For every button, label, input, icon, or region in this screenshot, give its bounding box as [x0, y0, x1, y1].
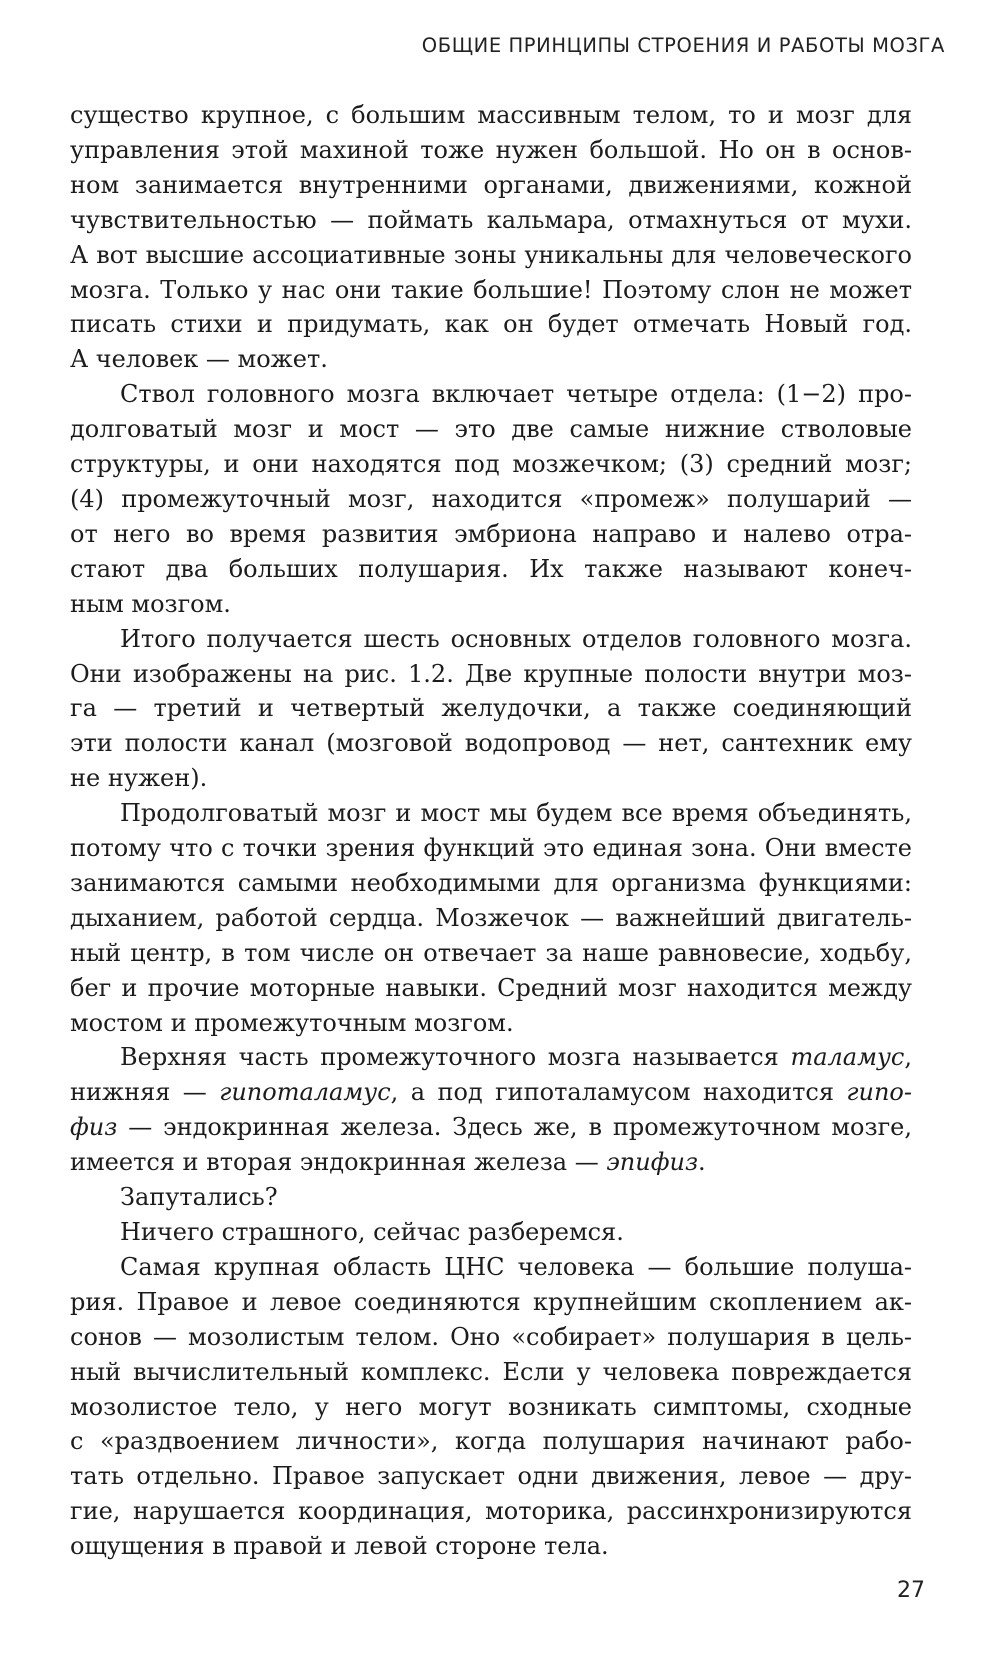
text-line: чувствительностью — поймать кальмара, отмахнуться от мухи.	[70, 205, 912, 234]
text-line: структуры, и они находятся под мозжечком; (3) средний мозг;	[70, 450, 912, 479]
text-line: эти полости канал (мозговой водопровод — нет, сантехник ему	[70, 729, 912, 758]
text-line: мостом и промежуточным мозгом.	[70, 1008, 514, 1037]
page-number: 27	[897, 1578, 925, 1603]
text-line: ном занимается внутренними органами, движениями, кожной	[70, 170, 912, 199]
text-line: не нужен).	[70, 764, 208, 793]
text-fragment: имеется и вторая эндокринная железа —	[70, 1148, 607, 1177]
text-line: потому что с точки зрения функций это единая зона. Они вместе	[70, 834, 912, 863]
text-line	[70, 1075, 912, 1110]
text-fragment: .	[698, 1148, 706, 1177]
text-line	[70, 1145, 912, 1180]
text-fragment: — эндокринная железа. Здесь же, в промежуточном мозге,	[117, 1113, 912, 1142]
text-line: долговатый мозг и мост — это две самые нижние стволовые	[70, 415, 912, 444]
text-line: (4) промежуточный мозг, находится «промеж» полушарий —	[70, 484, 912, 513]
text-line: существо крупное, с большим массивным телом, то и мозг для	[70, 101, 912, 129]
text-line: управления этой махиной тоже нужен большой. Но он в основ-	[70, 135, 912, 164]
text-fragment: , а под гипоталамусом находится	[390, 1078, 847, 1107]
text-line: Ничего страшного, сейчас разберемся.	[120, 1218, 624, 1246]
text-line: ным мозгом.	[70, 589, 231, 618]
term-thalamus: таламус	[790, 1043, 905, 1072]
term-hypophysis-part1: гипо-	[846, 1078, 912, 1107]
text-line: Продолговатый мозг и мост мы будем все время объединять,	[120, 799, 912, 828]
text-line: Они изображены на рис. 1.2. Две крупные полости внутри моз-	[70, 659, 912, 688]
text-line: ощущения в правой и левой стороне тела.	[70, 1532, 609, 1561]
text-line: бег и прочие моторные навыки. Средний мозг находится между	[70, 973, 912, 1002]
term-hypothalamus: гипоталамус	[219, 1078, 391, 1107]
running-head: ОБЩИЕ ПРИНЦИПЫ СТРОЕНИЯ И РАБОТЫ МОЗГА	[421, 34, 945, 57]
text-line: стают два больших полушария. Их также называют конеч-	[70, 554, 912, 583]
term-hypophysis-part2: физ	[70, 1113, 118, 1142]
text-fragment: нижняя —	[70, 1078, 220, 1107]
text-line	[70, 1110, 912, 1145]
text-line: ный центр, в том числе он отвечает за наше равновесие, ходьбу,	[70, 938, 912, 967]
text-line: мозолистое тело, у него могут возникать симптомы, сходные	[70, 1392, 912, 1421]
text-line: от него во время развития эмбриона направо и налево отра-	[70, 519, 912, 548]
text-fragment: ,	[904, 1043, 912, 1072]
text-line: ный вычислительный комплекс. Если у человека повреждается	[70, 1357, 912, 1386]
term-epiphysis: эпифиз	[606, 1148, 699, 1177]
text-line: рия. Правое и левое соединяются крупнейшим скоплением ак-	[70, 1287, 912, 1316]
text-line: гие, нарушается координация, моторика, рассинхронизируются	[70, 1497, 912, 1526]
text-line: А вот высшие ассоциативные зоны уникальны для человеческого	[70, 240, 912, 269]
text-line: Самая крупная область ЦНС человека — большие полуша-	[120, 1252, 912, 1281]
text-line: А человек — может.	[70, 345, 328, 374]
text-line: дыханием, работой сердца. Мозжечок — важнейший двигатель-	[70, 903, 912, 932]
text-line: Итого получается шесть основных отделов головного мозга.	[120, 624, 912, 653]
text-line: занимаются самыми необходимыми для организма функциями:	[70, 868, 912, 897]
text-line: Ствол головного мозга включает четыре отдела: (1−2) про-	[120, 380, 912, 409]
text-line: сонов — мозолистым телом. Оно «собирает» полушария в цель-	[70, 1322, 912, 1351]
text-line: Запутались?	[120, 1183, 278, 1212]
text-line: писать стихи и придумать, как он будет отмечать Новый год.	[70, 310, 912, 339]
body-text	[70, 98, 912, 1564]
text-line: с «раздвоением личности», когда полушария начинают рабо-	[70, 1427, 912, 1456]
text-line: тать отдельно. Правое запускает одни движения, левое — дру-	[70, 1462, 912, 1491]
text-line: мозга. Только у нас они такие большие! Поэтому слон не может	[70, 275, 912, 304]
text-line: га — третий и четвертый желудочки, а также соединяющий	[70, 694, 912, 723]
text-line	[70, 1040, 912, 1075]
text-fragment: Верхняя часть промежуточного мозга называется	[120, 1043, 791, 1072]
